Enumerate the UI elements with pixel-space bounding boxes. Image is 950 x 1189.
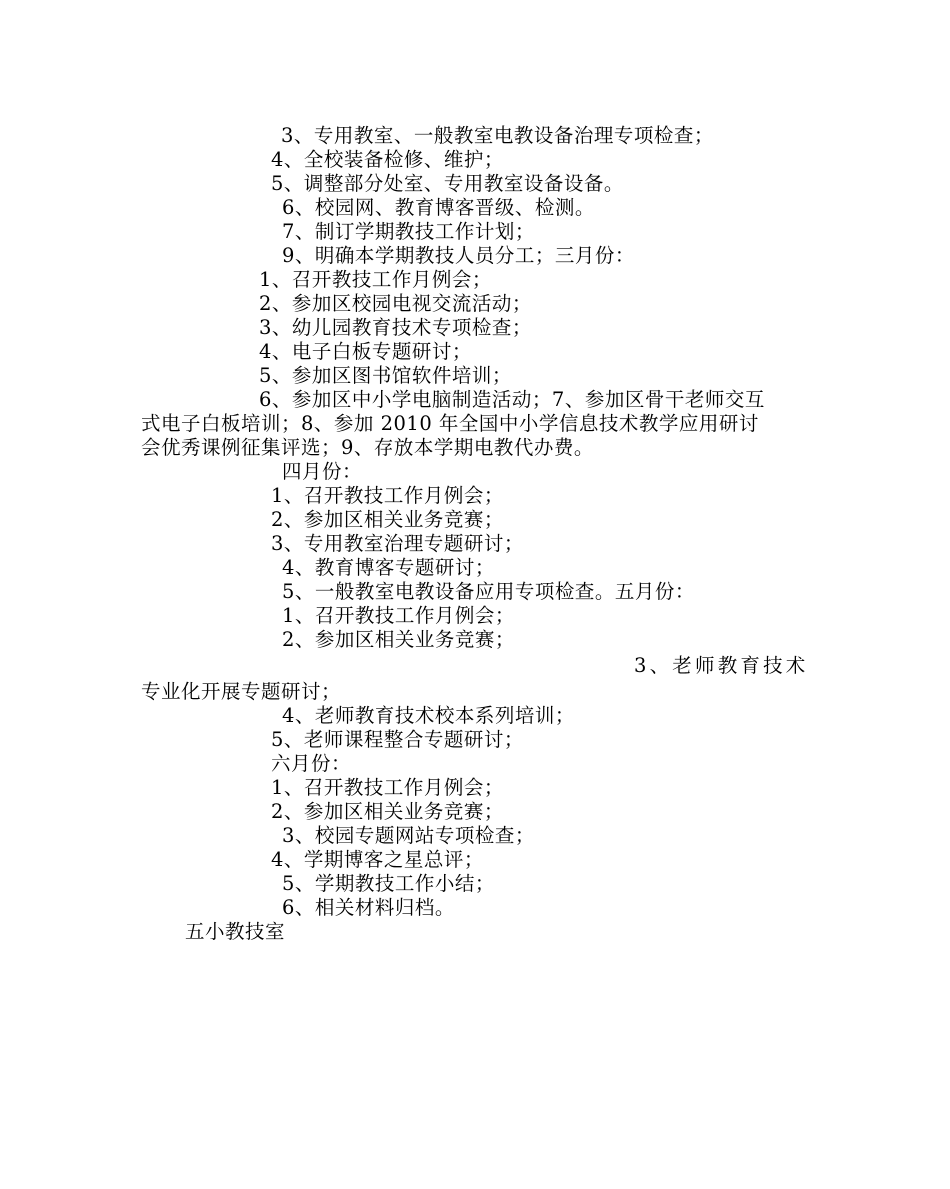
text-line: 2、参加区相关业务竞赛； (282, 628, 515, 651)
text-line: 4、教育博客专题研讨； (282, 556, 495, 579)
text-line: 5、学期教技工作小结； (282, 872, 495, 895)
text-line: 6、校园网、教育博客晋级、检测。 (282, 196, 595, 219)
text-line: 专业化开展专题研讨； (141, 680, 342, 703)
text-line: 3、专用教室、一般教室电教设备治理专项检查； (281, 124, 714, 147)
text-line: 会优秀课例征集评选；9、存放本学期电教代办费。 (141, 436, 594, 459)
text-line: 5、调整部分处室、专用教室设备设备。 (271, 172, 624, 195)
text-line: 5、老师课程整合专题研讨； (271, 728, 524, 751)
text-line: 4、老师教育技术校本系列培训； (282, 704, 575, 727)
text-line: 5、一般教室电教设备应用专项检查。五月份： (282, 580, 695, 603)
text-line: 2、参加区校园电视交流活动； (259, 292, 532, 315)
section-heading-april: 四月份： (282, 460, 363, 483)
text-line: 1、召开教技工作月例会； (271, 776, 504, 799)
text-line: 1、召开教技工作月例会； (271, 484, 504, 507)
text-line: 7、制订学期教技工作计划； (282, 220, 535, 243)
text-line: 3、老师教育技术 (634, 654, 809, 677)
signature-office: 五小教技室 (185, 920, 286, 943)
text-line: 4、电子白板专题研讨； (259, 340, 472, 363)
text-line: 4、学期博客之星总评； (271, 848, 484, 871)
text-line: 4、全校装备检修、维护； (271, 148, 504, 171)
text-line: 1、召开教技工作月例会； (259, 268, 492, 291)
text-line: 5、参加区图书馆软件培训； (259, 364, 512, 387)
text-line: 3、幼儿园教育技术专项检查； (259, 316, 532, 339)
text-line: 9、明确本学期教技人员分工；三月份： (282, 244, 635, 267)
text-line: 2、参加区相关业务竞赛； (271, 508, 504, 531)
text-line: 式电子白板培训；8、参加 2010 年全国中小学信息技术教学应用研讨 (141, 412, 759, 435)
text-line: 6、相关材料归档。 (282, 896, 455, 919)
text-line: 6、参加区中小学电脑制造活动；7、参加区骨干老师交互 (259, 388, 765, 411)
text-line: 2、参加区相关业务竞赛； (271, 800, 504, 823)
text-line: 3、专用教室治理专题研讨； (271, 532, 524, 555)
text-line: 1、召开教技工作月例会； (282, 604, 515, 627)
section-heading-june: 六月份： (271, 752, 352, 775)
text-line: 3、校园专题网站专项检查； (282, 824, 535, 847)
